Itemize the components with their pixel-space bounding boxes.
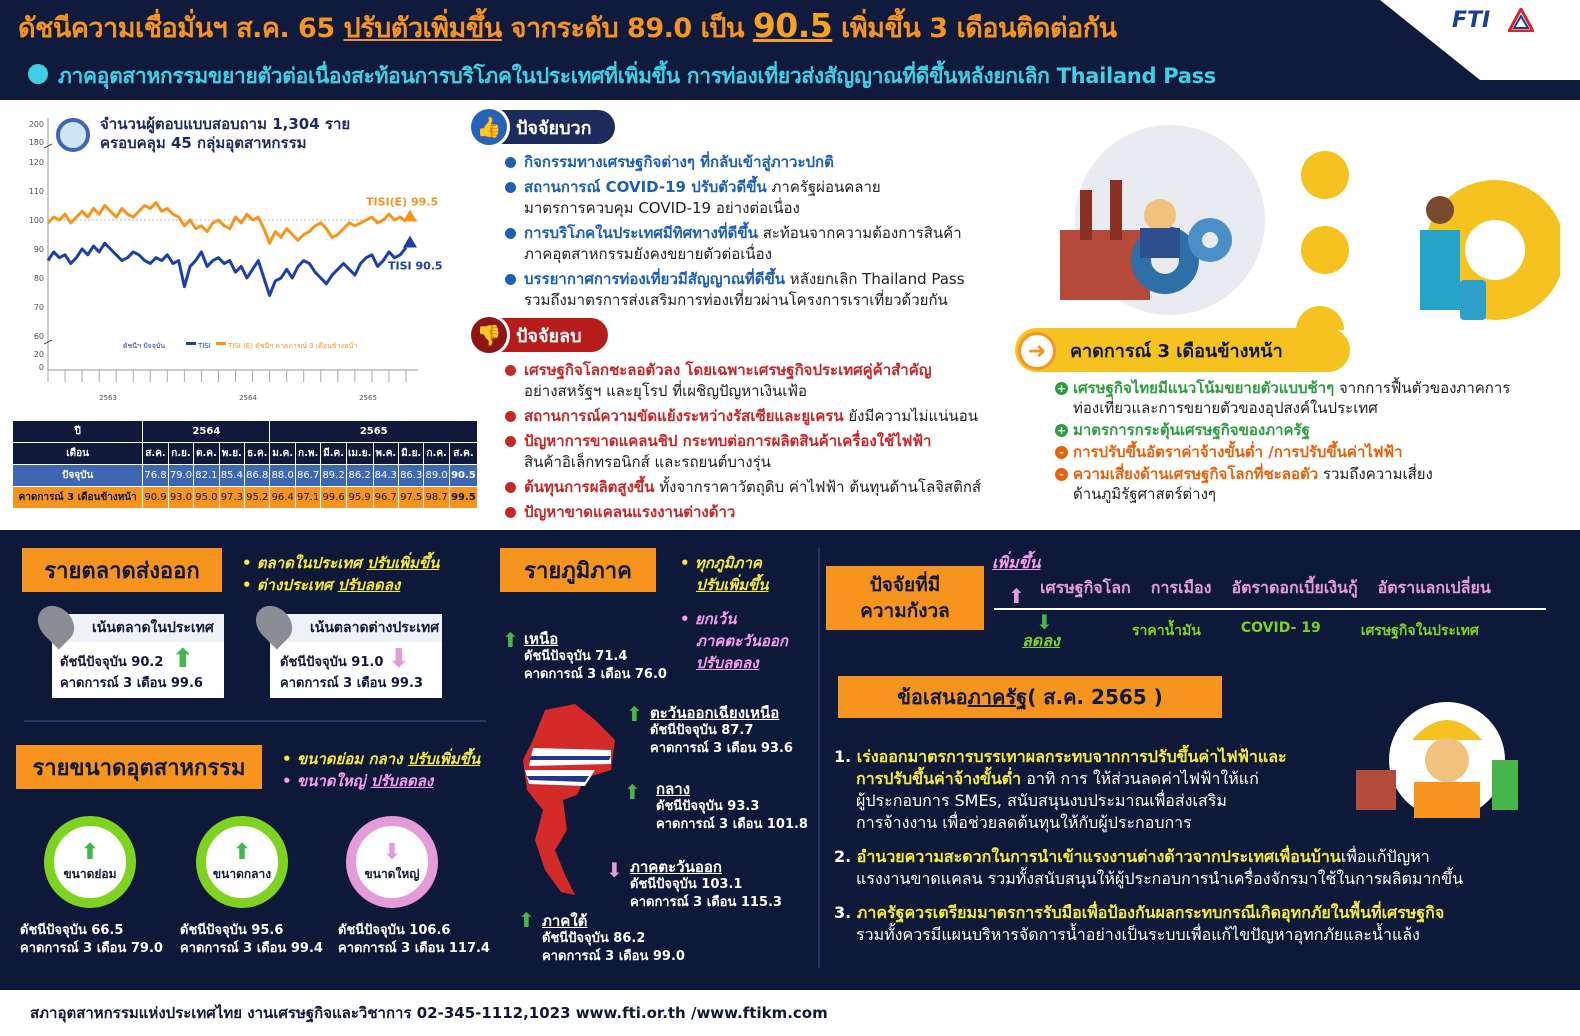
bullet-dot-icon	[505, 182, 516, 193]
bullet-dot-icon	[505, 411, 516, 422]
proposal-number: 1.	[834, 747, 857, 766]
table-month-header: เดือน	[13, 443, 143, 465]
positive-factor-item-detail: มาตรการควบคุม COVID-19 อย่างต่อเนื่อง	[524, 199, 800, 217]
medium-size-circle	[196, 816, 288, 908]
table-year-cell: 2564	[143, 421, 270, 443]
bullet-dot-icon	[505, 436, 516, 447]
table-expect-cell: 96.4	[270, 487, 295, 509]
large-size-label: ขนาดใหญ่	[364, 867, 420, 881]
east-expect: คาดการณ์ 3 เดือน 115.3	[630, 895, 782, 910]
survey-coverage: ครอบคลุม 45 กลุ่มอุตสาหกรรม	[100, 134, 307, 152]
outlook-item-heading: เศรษฐกิจไทยมีแนวโน้มขยายตัวแบบช้าๆ	[1073, 379, 1335, 397]
footer-text: สภาอุตสาหกรรมแห่งประเทศไทย งานเศรษฐกิจและวิชาการ 02-345-1112,1023 www.fti.or.th /www.ftikm.com	[30, 1004, 828, 1022]
year-label: 2563	[99, 394, 117, 402]
region-east	[630, 858, 782, 912]
north-name: เหนือ	[524, 630, 559, 648]
positive-factor-item	[505, 223, 965, 265]
table-expect-cell: 97.3	[219, 487, 244, 509]
north-current: ดัชนีปัจจุบัน 71.4	[524, 649, 628, 664]
concern-down-item: เศรษฐกิจในประเทศ	[1360, 623, 1479, 639]
proposal-title-b: ภาครัฐ	[967, 685, 1028, 709]
size-note-1b: ปรับเพิ่มขึ้น	[407, 750, 481, 768]
concern-down-list	[1132, 620, 1479, 642]
table-expect-cell: 93.0	[168, 487, 193, 509]
thumbs-down-icon: 👎	[468, 314, 510, 356]
table-expect-cell: 96.7	[373, 487, 398, 509]
y-tick-label: 70	[33, 303, 44, 312]
table-header-year-row	[13, 421, 478, 443]
table-expect-cell: 97.5	[398, 487, 423, 509]
negative-factor-item-detail: อย่างสหรัฐฯ และยุโรป ที่เผชิญปัญหาเงินเฟ้อ	[524, 382, 808, 400]
arrow-up-icon: ⬆	[1008, 584, 1025, 608]
regional-note-2c: ปรับลดลง	[696, 654, 759, 672]
title-part-4: 90.5	[752, 6, 833, 45]
central-expect: คาดการณ์ 3 เดือน 101.8	[656, 817, 808, 832]
domestic-market-card	[52, 614, 224, 698]
outlook-item-detail: ท่องเที่ยวและการขยายตัวของอุปสงค์ในประเทศ	[1073, 399, 1378, 417]
table-expect-cell: 95.0	[194, 487, 219, 509]
table-month-cell: พ.ย.	[219, 443, 244, 465]
outlook-item	[1055, 420, 1510, 440]
positive-factor-item-heading: สถานการณ์ COVID-19 ปรับตัวดีขึ้น	[524, 178, 767, 196]
outlook-item	[1055, 378, 1510, 418]
proposal-heading: เร่งออกมาตรการบรรเทาผลกระทบจากการปรับขึ้นค่าไฟฟ้าและ	[856, 747, 1287, 766]
arrow-up-icon: ⬆	[172, 644, 194, 674]
table-expect-cell: 95.2	[245, 487, 270, 509]
table-year-cell: 2565	[270, 421, 478, 443]
tisi-e-end-marker	[403, 209, 417, 221]
table-expect-cell: 98.7	[424, 487, 449, 509]
table-current-cell: 86.7	[295, 465, 320, 487]
divider	[24, 720, 486, 722]
outlook-item-detail: ด้านภูมิรัฐศาสตร์ต่างๆ	[1073, 485, 1216, 503]
survey-respondents: จำนวนผู้ตอบแบบสอบถาม 1,304 ราย	[100, 115, 351, 133]
northeast-expect: คาดการณ์ 3 เดือน 93.6	[650, 741, 793, 756]
outlook-item	[1055, 464, 1510, 504]
northeast-current: ดัชนีปัจจุบัน 87.7	[650, 723, 754, 738]
export-notes: • ตลาดในประเทศ ปรับเพิ่มขึ้น • ต่างประเทศ ปรับลดลง	[242, 554, 440, 594]
domestic-current: ดัชนีปัจจุบัน 90.2	[60, 655, 164, 670]
plus-icon: +	[1056, 382, 1067, 395]
size-notes: • ขนาดย่อม กลาง ปรับเพิ่มขึ้น • ขนาดใหญ่ ปรับลดลง	[282, 750, 481, 790]
concern-title-2: ความกังวล	[860, 600, 950, 622]
export-market-title-text: รายตลาดส่งออก	[44, 558, 200, 584]
regional-title-text: รายภูมิภาค	[524, 558, 632, 584]
proposal-heading: การปรับขึ้นค่าจ้างขั้นต่ำ	[856, 769, 1022, 788]
table-current-cell: 86.3	[398, 465, 423, 487]
bullet-dot-icon	[505, 274, 516, 285]
proposal-heading: อำนวยความสะดวกในการนำเข้าแรงงานต่างด้าวจากประเทศเพื่อนบ้าน	[856, 847, 1341, 866]
page-title	[18, 6, 1117, 49]
table-month-cell: เม.ย.	[346, 443, 373, 465]
negative-factor-item-text: ยังมีความไม่แน่นอน	[843, 407, 979, 425]
negative-factor-item	[505, 431, 981, 473]
east-name: ภาคตะวันออก	[630, 858, 722, 876]
table-expect-cell: 95.9	[346, 487, 373, 509]
regional-note-1a: ทุกภูมิภาค	[694, 554, 762, 572]
medium-current: ดัชนีปัจจุบัน 95.6	[180, 923, 284, 938]
y-tick-label: 0	[38, 363, 44, 372]
negative-factor-item-heading: ปัญหาขาดแคลนแรงงานต่างด้าว	[524, 503, 736, 521]
table-expect-cell: 99.5	[449, 487, 477, 509]
table-current-cell: 86.2	[346, 465, 373, 487]
concern-up-item: เศรษฐกิจโลก	[1040, 578, 1131, 597]
table-current-cell: 89.0	[424, 465, 449, 487]
arrow-up-icon: ⬆	[502, 628, 519, 652]
minus-icon: -	[1055, 468, 1068, 481]
table-current-cell: 79.0	[168, 465, 193, 487]
export-note-2b: ปรับลดลง	[337, 576, 401, 594]
size-note-2a: ขนาดใหญ่	[296, 772, 371, 790]
negative-factor-item-heading: สถานการณ์ความขัดแย้งระหว่างรัสเซียและยูเครน	[524, 407, 844, 425]
positive-factor-item	[505, 152, 965, 173]
outlook-list	[1055, 378, 1510, 506]
table-month-cell: ส.ค.	[449, 443, 477, 465]
industry-size-title	[16, 745, 262, 789]
arrow-up-icon: ⬆	[626, 702, 643, 726]
regional-note-2a: ยกเว้น	[694, 610, 737, 628]
y-tick-label: 110	[28, 187, 44, 196]
y-tick-label: 80	[33, 274, 44, 283]
concern-title-1: ปัจจัยที่มี	[869, 574, 941, 596]
table-current-cell: 86.8	[245, 465, 270, 487]
large-size-values	[338, 922, 490, 958]
table-month-cell: ธ.ค.	[245, 443, 270, 465]
table-current-cell: 82.1	[194, 465, 219, 487]
table-expect-cell: 90.9	[143, 487, 168, 509]
tisi-line-chart	[18, 104, 478, 414]
y-tick-label: 20	[33, 350, 44, 359]
arrow-right-icon: ➜	[1018, 332, 1056, 370]
central-current: ดัชนีปัจจุบัน 93.3	[656, 799, 760, 814]
table-month-cell: ก.พ.	[295, 443, 320, 465]
table-expect-cell: 99.6	[321, 487, 346, 509]
y-tick-label: 60	[33, 332, 44, 341]
foreign-expect: คาดการณ์ 3 เดือน 99.3	[280, 676, 423, 691]
export-note-2a: ต่างประเทศ	[256, 576, 338, 594]
bullet-dot-icon	[505, 228, 516, 239]
small-size-circle	[44, 816, 136, 908]
proposal-detail: แรงงานขาดแคลน รวมทั้งสนับสนุนให้ผู้ประกอบการนำเครื่องจักรมาใช้ในการผลิตมากขึ้น	[856, 869, 1464, 888]
proposal-number: 3.	[834, 903, 857, 922]
fti-logo: FTI	[1452, 8, 1491, 33]
negative-factor-item-heading: เศรษฐกิจโลกชะลอตัวลง โดยเฉพาะเศรษฐกิจประเทศคู่ค้าสำคัญ	[524, 361, 932, 379]
positive-factor-item	[505, 177, 965, 219]
table-current-cell: 89.2	[321, 465, 346, 487]
table-month-cell: ส.ค.	[143, 443, 168, 465]
year-label: 2565	[359, 394, 377, 402]
table-row	[13, 487, 478, 509]
table-month-cell: ต.ค.	[194, 443, 219, 465]
y-tick-label: 100	[28, 216, 44, 225]
large-expect: คาดการณ์ 3 เดือน 117.4	[338, 941, 490, 956]
table-current-cell: 85.4	[219, 465, 244, 487]
y-tick-label: 200	[28, 120, 44, 129]
industry-size-title-text: รายขนาดอุตสาหกรรม	[32, 755, 246, 781]
proposal-detail: การจ้างงาน เพื่อช่วยลดต้นทุนให้กับผู้ประกอบการ	[856, 813, 1192, 832]
tisi-end-marker	[403, 236, 417, 248]
table-month-cell: มี.ค.	[321, 443, 346, 465]
table-expect-label: คาดการณ์ 3 เดือนข้างหน้า	[13, 487, 143, 509]
size-note-2b: ปรับลดลง	[370, 772, 434, 790]
fti-logo-icon	[1508, 8, 1534, 32]
regional-note-1b: ปรับเพิ่มขึ้น	[696, 576, 769, 594]
negative-factors-list	[505, 360, 981, 527]
outlook-item-text: จากการฟื้นตัวของภาคการ	[1334, 379, 1511, 397]
negative-factor-item	[505, 477, 981, 498]
outlook-title: คาดการณ์ 3 เดือนข้างหน้า	[1070, 340, 1283, 362]
bullet-dot-icon	[505, 482, 516, 493]
table-header-month-row	[13, 443, 478, 465]
foreign-market-card	[270, 614, 442, 698]
concern-up-item: อัตราแลกเปลี่ยน	[1377, 578, 1491, 597]
tisi-table	[12, 420, 478, 509]
table-month-cell: ม.ค.	[270, 443, 295, 465]
positive-factor-item-detail: รวมถึงมาตรการส่งเสริมการท่องเที่ยวผ่านโครงการเราเที่ยวด้วยกัน	[524, 291, 948, 309]
legend-swatch-tisi-e	[216, 342, 226, 345]
tisi-e-end-label: TISI(E) 99.5	[366, 195, 439, 209]
outlook-item	[1055, 442, 1510, 462]
concern-up-list	[1040, 576, 1491, 601]
positive-factors-title: ปัจจัยบวก	[516, 117, 592, 139]
y-tick-label: 90	[33, 245, 44, 254]
concern-title	[826, 566, 984, 630]
south-current: ดัชนีปัจจุบัน 86.2	[542, 931, 646, 946]
arrow-down-icon: ⬇	[1036, 610, 1053, 634]
proposal-title-c: ( ส.ค. 2565 )	[1027, 685, 1163, 709]
positive-factor-item	[505, 269, 965, 311]
south-expect: คาดการณ์ 3 เดือน 99.0	[542, 949, 685, 964]
south-name: ภาคใต้	[542, 912, 588, 930]
proposal-detail: รวมทั้งควรมีแผนบริหารจัดการน้ำอย่างเป็นระบบเพื่อแก้ไขปัญหาอุทกภัยและน้ำแล้ง	[856, 925, 1420, 944]
thumbs-up-icon: 👍	[468, 106, 510, 148]
title-part-2: ปรับตัวเพิ่มขึ้น	[343, 13, 502, 44]
table-current-cell: 90.5	[449, 465, 477, 487]
table-month-cell: พ.ค.	[373, 443, 398, 465]
tisi-series-line	[48, 243, 406, 295]
proposal-title-a: ข้อเสนอ	[897, 685, 968, 709]
arrow-down-icon: ⬇	[606, 858, 623, 882]
region-south	[542, 912, 685, 966]
proposal-heading: ภาครัฐควรเตรียมมาตรการรับมือเพื่อป้องกันผลกระทบกรณีเกิดอุทกภัยในพื้นที่เศรษฐกิจ	[856, 903, 1445, 922]
concern-up-label: เพิ่มขึ้น	[992, 553, 1041, 572]
subtitle-bullet-icon	[28, 64, 48, 84]
negative-factors-title: ปัจจัยลบ	[516, 325, 582, 347]
minus-icon: -	[1055, 446, 1068, 459]
concern-down-label: ลดลง	[1022, 631, 1060, 650]
table-current-cell: 88.0	[270, 465, 295, 487]
outlook-item-heading: ความเสี่ยงด้านเศรษฐกิจโลกที่ชะลอตัว	[1073, 465, 1319, 483]
plus-icon: +	[1056, 424, 1067, 437]
large-size-circle	[346, 816, 438, 908]
small-size-values	[20, 922, 163, 958]
positive-factor-item-heading: การบริโภคในประเทศมีทิศทางที่ดีขึ้น	[524, 224, 758, 242]
table-row	[13, 465, 478, 487]
table-current-label: ปัจจุบัน	[13, 465, 143, 487]
bullet-dot-icon	[505, 507, 516, 518]
legend-entry: TISI	[198, 342, 211, 350]
divider	[818, 548, 820, 968]
concern-down-item: ราคาน้ำมัน	[1132, 623, 1201, 639]
size-note-1a: ขนาดย่อม กลาง	[296, 750, 408, 768]
industry-illustration	[1040, 110, 1560, 330]
foreign-current: ดัชนีปัจจุบัน 91.0	[280, 655, 384, 670]
arrow-up-icon: ⬆	[232, 840, 252, 865]
region-central	[656, 780, 808, 834]
negative-factor-item-heading: ปัญหาการขาดแคลนชิป กระทบต่อการผลิตสินค้าเครื่องใช้ไฟฟ้า	[524, 432, 932, 450]
regional-title	[500, 548, 656, 592]
title-part-1: ดัชนีความเชื่อมั่นฯ ส.ค. 65	[18, 13, 335, 44]
table-month-cell: ก.ย.	[168, 443, 193, 465]
proposal-detail: การปรับขึ้นค่าจ้างขั้นต่ำ อาทิ การ ให้ส่วนลดค่าไฟฟ้าให้แก่	[856, 769, 1259, 788]
central-name: กลาง	[656, 780, 691, 798]
export-note-1b: ปรับเพิ่มขึ้น	[366, 554, 440, 572]
legend-entry: ดัชนีฯ ปัจจุบัน	[123, 342, 166, 350]
small-size-label: ขนาดย่อม	[63, 867, 117, 881]
domestic-card-title: เน้นตลาดในประเทศ	[52, 614, 224, 642]
negative-factor-item-detail: สินค้าอิเล็กทรอนิกส์ และรถยนต์บางรุ่น	[524, 453, 771, 471]
export-note-1a: ตลาดในประเทศ	[256, 554, 367, 572]
north-expect: คาดการณ์ 3 เดือน 76.0	[524, 667, 667, 682]
y-tick-label: 180	[28, 138, 44, 147]
outlook-header	[1015, 328, 1350, 372]
table-month-cell: ก.ค.	[424, 443, 449, 465]
northeast-name: ตะวันออกเฉียงเหนือ	[650, 704, 780, 722]
positive-factor-item-heading: บรรยากาศการท่องเที่ยวมีสัญญาณที่ดีขึ้น	[524, 270, 785, 288]
bullet-dot-icon	[505, 157, 516, 168]
medium-expect: คาดการณ์ 3 เดือน 99.4	[180, 941, 323, 956]
positive-factor-item-text: สะท้อนจากความต้องการสินค้า	[757, 224, 962, 242]
positive-factor-item-heading: กิจกรรมทางเศรษฐกิจต่างๆ ที่กลับเข้าสู่ภาวะปกติ	[524, 153, 834, 171]
year-label: 2564	[239, 394, 257, 402]
proposal-item	[834, 846, 1463, 890]
medium-size-values	[180, 922, 323, 958]
legend-swatch-tisi	[186, 342, 196, 345]
domestic-expect: คาดการณ์ 3 เดือน 99.6	[60, 676, 203, 691]
tisi-end-label: TISI 90.5	[388, 259, 443, 273]
table-month-cell: มิ.ย.	[398, 443, 423, 465]
outlook-item-heading: มาตรการกระตุ้นเศรษฐกิจของภาครัฐ	[1073, 421, 1310, 439]
regional-notes: • ทุกภูมิภาค ปรับเพิ่มขึ้น • ยกเว้น ภาคตะวันออก ปรับลดลง	[680, 554, 788, 672]
region-north	[524, 630, 667, 684]
arrow-down-icon: ⬇	[388, 644, 410, 674]
table-year-header: ปี	[13, 421, 143, 443]
proposal-item	[834, 902, 1463, 946]
positive-factor-item-text: หลังยกเลิก Thailand Pass	[784, 270, 965, 288]
arrow-up-icon: ⬆	[624, 780, 641, 804]
arrow-up-icon: ⬆	[80, 840, 100, 865]
positive-factor-item-text: ภาครัฐผ่อนคลาย	[766, 178, 881, 196]
table-current-cell: 84.3	[373, 465, 398, 487]
large-current: ดัชนีปัจจุบัน 106.6	[338, 923, 451, 938]
concern-up-item: การเมือง	[1150, 578, 1212, 597]
outlook-item-text: รวมถึงความเสี่ยง	[1318, 465, 1433, 483]
small-expect: คาดการณ์ 3 เดือน 79.0	[20, 941, 163, 956]
arrow-down-icon: ⬇	[382, 840, 402, 865]
east-current: ดัชนีปัจจุบัน 103.1	[630, 877, 743, 892]
negative-factor-item-heading: ต้นทุนการผลิตสูงขึ้น	[524, 478, 655, 496]
regional-note-2b: ภาคตะวันออก	[696, 632, 788, 650]
table-current-cell: 76.8	[143, 465, 168, 487]
legend-entry: TISI (E) ดัชนีฯ คาดการณ์ 3 เดือนข้างหน้า	[228, 342, 358, 350]
foreign-card-title: เน้นตลาดต่างประเทศ	[270, 614, 442, 642]
proposal-detail: ผู้ประกอบการ SMEs, สนับสนุนงบประมาณเพื่อส่งเสริม	[856, 791, 1227, 810]
footer	[0, 990, 1580, 1036]
positive-factor-item-detail: ภาคอุตสาหกรรมยังคงขยายตัวต่อเนื่อง	[524, 245, 772, 263]
positive-factors-list	[505, 152, 965, 315]
negative-factor-item-text: ทั้งจากราคาวัตถุดิบ ค่าไฟฟ้า ต้นทุนด้านโลจิสติกส์	[654, 478, 982, 496]
negative-factor-item	[505, 406, 981, 427]
arrow-up-icon: ⬆	[518, 908, 535, 932]
proposal-text: เพื่อแก้ปัญหา	[1340, 847, 1430, 866]
bullet-dot-icon	[505, 365, 516, 376]
negative-factor-item	[505, 502, 981, 523]
outlook-item-heading: การปรับขึ้นอัตราค่าจ้างขั้นต่ำ /การปรับขึ้นค่าไฟฟ้า	[1073, 443, 1403, 461]
engineer-illustration	[1352, 700, 1522, 820]
negative-factor-item	[505, 360, 981, 402]
title-part-5: เพิ่มขึ้น 3 เดือนติดต่อกัน	[841, 13, 1117, 44]
y-tick-label: 120	[28, 158, 44, 167]
concern-up-item: อัตราดอกเบี้ยเงินกู้	[1231, 578, 1358, 597]
title-part-3: จากระดับ 89.0 เป็น	[510, 13, 744, 44]
export-market-title	[22, 548, 222, 592]
table-expect-cell: 97.1	[295, 487, 320, 509]
proposal-title	[838, 676, 1222, 718]
concern-down-item: COVID- 19	[1240, 620, 1321, 636]
proposal-number: 2.	[834, 847, 857, 866]
region-northeast	[650, 704, 793, 758]
small-current: ดัชนีปัจจุบัน 66.5	[20, 923, 124, 938]
page-subtitle: ภาคอุตสาหกรรมขยายตัวต่อเนื่องสะท้อนการบริโภคในประเทศที่เพิ่มขึ้น การท่องเที่ยวส่งสัญญาณที่ดีขึ้นหลังยกเลิก Thailand Pass	[58, 64, 1217, 88]
medium-size-label: ขนาดกลาง	[212, 867, 272, 881]
concern-divider	[994, 608, 1546, 610]
tisi-e-series-line	[48, 203, 406, 244]
